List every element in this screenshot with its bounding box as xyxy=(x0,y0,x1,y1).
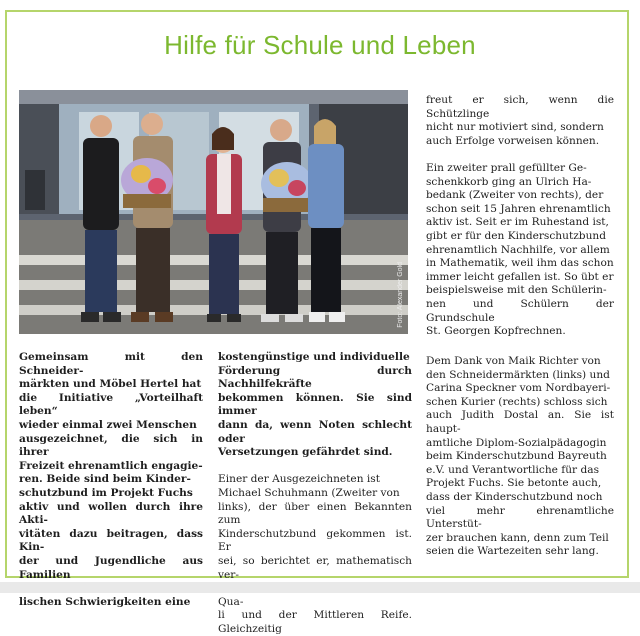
text-line: St. Georgen Kopfrechnen. xyxy=(426,325,566,338)
text-line: Projekt Fuchs. Sie betonte auch, xyxy=(426,477,602,490)
group-photo-illustration xyxy=(19,90,408,334)
text-line: zer brauchen kann, denn zum Teil xyxy=(426,531,609,544)
article-paragraph xyxy=(426,94,614,148)
text-line: amtliche Diplom-Sozialpädagogin xyxy=(426,436,607,449)
text-line: Einer der Ausgezeichneten ist xyxy=(218,473,380,486)
text-line: Freizeit ehrenamtlich engagie- xyxy=(19,459,203,472)
article-lead-column-1 xyxy=(19,351,203,609)
text-line: sei, so berichtet er, mathematisch ver- xyxy=(218,554,412,581)
bottom-bar xyxy=(0,582,640,593)
article-lead-continued xyxy=(218,351,412,460)
article-paragraph xyxy=(426,162,614,339)
text-line: dann da, wenn Noten schlecht oder xyxy=(218,418,412,445)
text-line: märkten und Möbel Hertel hat xyxy=(19,378,202,391)
text-line: ehrenamtlich Nachhilfe, vor allem xyxy=(426,243,610,256)
article-column-2 xyxy=(218,351,412,636)
text-line: Ein zweiter prall gefüllter Ge- xyxy=(426,161,587,174)
text-line: li und der Mittleren Reife. Gleichzeitig xyxy=(218,609,412,635)
text-line: Carina Speckner vom Nordbayeri- xyxy=(426,382,611,395)
article-photo xyxy=(19,90,408,334)
text-line: nen und Schülern der Grundschule xyxy=(426,297,614,324)
text-line: viel mehr ehrenamtliche Unterstüt- xyxy=(426,504,614,531)
text-line: gibt er für den Kinderschutzbund xyxy=(426,229,606,242)
text-line: freut er sich, wenn die Schützlinge xyxy=(426,94,614,120)
text-line: aktiv ist. Seit er im Ruhestand ist, xyxy=(426,216,609,229)
text-line: Dem Dank von Maik Richter von xyxy=(426,355,601,367)
text-line: die Initiative „Vorteilhaft leben“ xyxy=(19,391,203,418)
text-line: schon seit 15 Jahren ehrenamtlich xyxy=(426,202,611,215)
article-column-3-lower xyxy=(426,355,614,559)
text-line: auch Erfolge vorweisen können. xyxy=(426,134,600,147)
text-line: e.V. und Verantwortliche für das xyxy=(426,463,600,476)
text-line: schen Kurier (rechts) schloss sich xyxy=(426,395,608,408)
article-title: Hilfe für Schule und Leben xyxy=(164,30,476,60)
text-line: in Mathematik, weil ihm das schon xyxy=(426,257,614,270)
article-paragraph xyxy=(218,473,412,636)
text-line: auch Judith Dostal an. Sie ist haupt- xyxy=(426,409,614,435)
text-line: Qua- xyxy=(218,595,244,608)
text-line: beispielsweise mit den Schülerin- xyxy=(426,284,607,297)
text-line: schutzbund im Projekt Fuchs xyxy=(19,486,193,499)
text-line: lischen Schwierigkeiten eine xyxy=(19,595,191,608)
text-line: der und Jugendliche aus Familien xyxy=(19,554,203,581)
text-line: bedank (Zweiter von rechts), der xyxy=(426,189,604,202)
text-line: vitäten dazu beitragen, dass Kin- xyxy=(19,527,203,554)
text-line: schenkkorb ging an Ulrich Ha- xyxy=(426,175,592,188)
text-line: Förderung durch Nachhilfekräfte xyxy=(218,364,412,391)
text-line: Versetzungen gefährdet sind. xyxy=(218,446,393,459)
text-line: wieder einmal zwei Menschen xyxy=(19,418,197,431)
text-line: beim Kinderschutzbund Bayreuth xyxy=(426,450,607,463)
text-line: ausgezeichnet, die sich in ihrer xyxy=(19,432,203,459)
text-line: aktiv und wollen durch ihre Akti- xyxy=(19,500,203,527)
text-line: bekommen können. Sie sind immer xyxy=(218,391,412,418)
text-line: links), der über einen Bekannten zum xyxy=(218,500,412,527)
text-line: nicht nur motiviert sind, sondern xyxy=(426,121,604,134)
text-line: seien die Wartezeiten sehr lang. xyxy=(426,545,599,558)
text-line: kostengünstige und individuelle xyxy=(218,351,410,363)
text-line: Michael Schuhmann (Zweiter von xyxy=(218,486,400,499)
photo-credit: Foto: Alexander Gold xyxy=(397,262,404,328)
article-paragraph xyxy=(426,355,614,559)
text-line: den Schneidermärkten (links) und xyxy=(426,368,610,381)
text-line: immer leicht gefallen ist. So übt er xyxy=(426,270,614,283)
text-line: dass der Kinderschutzbund noch xyxy=(426,490,603,503)
text-line: ren. Beide sind beim Kinder- xyxy=(19,473,191,486)
text-line: Gemeinsam mit den Schneider- xyxy=(19,351,203,377)
text-line: Kinderschutzbund gekommen ist. Er xyxy=(218,527,412,554)
article-column-3 xyxy=(426,94,614,339)
